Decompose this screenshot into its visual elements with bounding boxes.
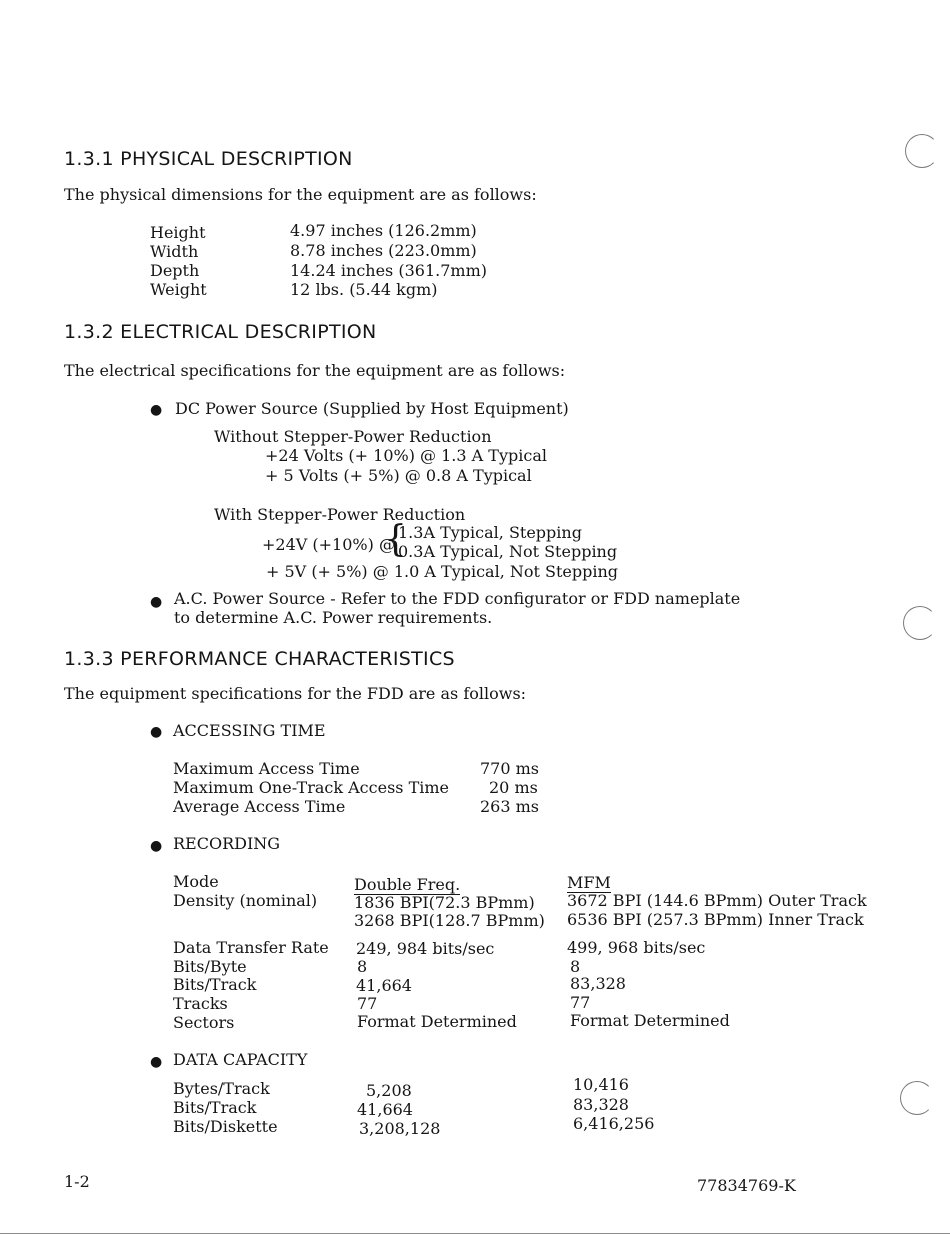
physical-value-weight: 12 lbs. (5.44 kgm) [290, 280, 438, 299]
physical-label-weight: Weight [150, 280, 207, 299]
rec-label-bits-track: Bits/Track [173, 975, 257, 994]
cap-label-bits-track: Bits/Track [173, 1098, 257, 1117]
data-capacity-title: DATA CAPACITY [173, 1050, 308, 1069]
cap-df-bits-diskette: 3,208,128 [359, 1119, 441, 1138]
performance-intro: The equipment specifications for the FDD are as follows: [64, 684, 527, 703]
punch-hole-bottom [900, 1081, 934, 1115]
rec-label-tracks: Tracks [173, 994, 228, 1013]
mode-mfm: MFM [567, 873, 611, 892]
ac-power-line-1: A.C. Power Source - Refer to the FDD configurator or FDD nameplate [174, 589, 741, 608]
cap-df-bytes-track: 5,208 [366, 1081, 412, 1100]
rec-mfm-sectors: Format Determined [570, 1011, 730, 1030]
rec-label-sectors: Sectors [173, 1013, 235, 1032]
cap-mfm-bytes-track: 10,416 [573, 1075, 629, 1094]
rec-df-bits-track: 41,664 [356, 976, 412, 995]
access-label-max: Maximum Access Time [173, 759, 360, 778]
with-reduction-24v-label: +24V (+10%) @ [262, 535, 395, 554]
rec-label-transfer-rate: Data Transfer Rate [173, 938, 329, 957]
cap-mfm-bits-diskette: 6,416,256 [573, 1114, 655, 1133]
physical-value-height: 4.97 inches (126.2mm) [290, 221, 477, 240]
mode-label: Mode [173, 872, 219, 891]
page-number: 1-2 [64, 1172, 90, 1191]
physical-intro: The physical dimensions for the equipment are as follows: [64, 185, 537, 204]
punch-hole-middle [903, 606, 937, 640]
cap-label-bytes-track: Bytes/Track [173, 1079, 270, 1098]
bottom-edge-line [0, 1233, 950, 1234]
physical-value-depth: 14.24 inches (361.7mm) [290, 261, 487, 280]
access-label-average: Average Access Time [173, 797, 346, 816]
bullet-recording: ● [150, 838, 163, 854]
rec-label-bits-byte: Bits/Byte [173, 957, 247, 976]
density-label: Density (nominal) [173, 891, 318, 910]
rec-mfm-tracks: 77 [570, 993, 591, 1012]
punch-hole-top [905, 134, 939, 168]
without-reduction-5v: + 5 Volts (+ 5%) @ 0.8 A Typical [265, 466, 532, 485]
rec-mfm-bits-byte: 8 [570, 957, 581, 976]
without-reduction-24v: +24 Volts (+ 10%) @ 1.3 A Typical [265, 446, 547, 465]
with-reduction-24v-not-stepping: 0.3A Typical, Not Stepping [398, 542, 618, 561]
with-reduction-24v-stepping: 1.3A Typical, Stepping [398, 523, 582, 542]
document-number: 77834769-K [697, 1176, 796, 1195]
rec-df-tracks: 77 [357, 994, 378, 1013]
section-heading-performance: 1.3.3 PERFORMANCE CHARACTERISTICS [64, 648, 455, 670]
bullet-dc: ● [150, 402, 163, 418]
mode-double-freq: Double Freq. [354, 875, 461, 894]
electrical-intro: The electrical specifications for the equipment are as follows: [64, 361, 566, 380]
section-heading-physical: 1.3.1 PHYSICAL DESCRIPTION [64, 148, 353, 170]
recording-title: RECORDING [173, 834, 281, 853]
access-value-one-track: 20 ms [489, 778, 538, 797]
cap-df-bits-track: 41,664 [357, 1100, 413, 1119]
bullet-capacity: ● [150, 1054, 163, 1070]
section-heading-electrical: 1.3.2 ELECTRICAL DESCRIPTION [64, 321, 377, 343]
access-label-one-track: Maximum One-Track Access Time [173, 778, 450, 797]
dc-power-source: DC Power Source (Supplied by Host Equipment) [175, 399, 569, 418]
bullet-access: ● [150, 724, 163, 740]
cap-label-bits-diskette: Bits/Diskette [173, 1117, 278, 1136]
accessing-time-title: ACCESSING TIME [173, 721, 326, 740]
ac-power-line-2: to determine A.C. Power requirements. [174, 608, 493, 627]
rec-mfm-bits-track: 83,328 [570, 974, 626, 993]
physical-label-height: Height [150, 223, 206, 242]
density-mfm-2: 6536 BPI (257.3 BPmm) Inner Track [567, 910, 864, 929]
without-reduction-title: Without Stepper-Power Reduction [214, 427, 492, 446]
density-df-1: 1836 BPI(72.3 BPmm) [354, 893, 535, 912]
physical-label-width: Width [150, 242, 199, 261]
with-reduction-5v: + 5V (+ 5%) @ 1.0 A Typical, Not Stepping [266, 562, 619, 581]
density-mfm-1: 3672 BPI (144.6 BPmm) Outer Track [567, 891, 867, 910]
bullet-ac: ● [150, 594, 163, 610]
access-value-average: 263 ms [480, 797, 540, 816]
with-reduction-title: With Stepper-Power Reduction [214, 505, 466, 524]
physical-value-width: 8.78 inches (223.0mm) [290, 241, 477, 260]
density-df-2: 3268 BPI(128.7 BPmm) [354, 911, 545, 930]
rec-df-transfer-rate: 249, 984 bits/sec [356, 939, 495, 958]
rec-df-sectors: Format Determined [357, 1012, 517, 1031]
curly-brace: { [384, 519, 407, 560]
physical-label-depth: Depth [150, 261, 200, 280]
access-value-max: 770 ms [480, 759, 540, 778]
rec-df-bits-byte: 8 [357, 957, 368, 976]
cap-mfm-bits-track: 83,328 [573, 1095, 629, 1114]
rec-mfm-transfer-rate: 499, 968 bits/sec [567, 938, 706, 957]
